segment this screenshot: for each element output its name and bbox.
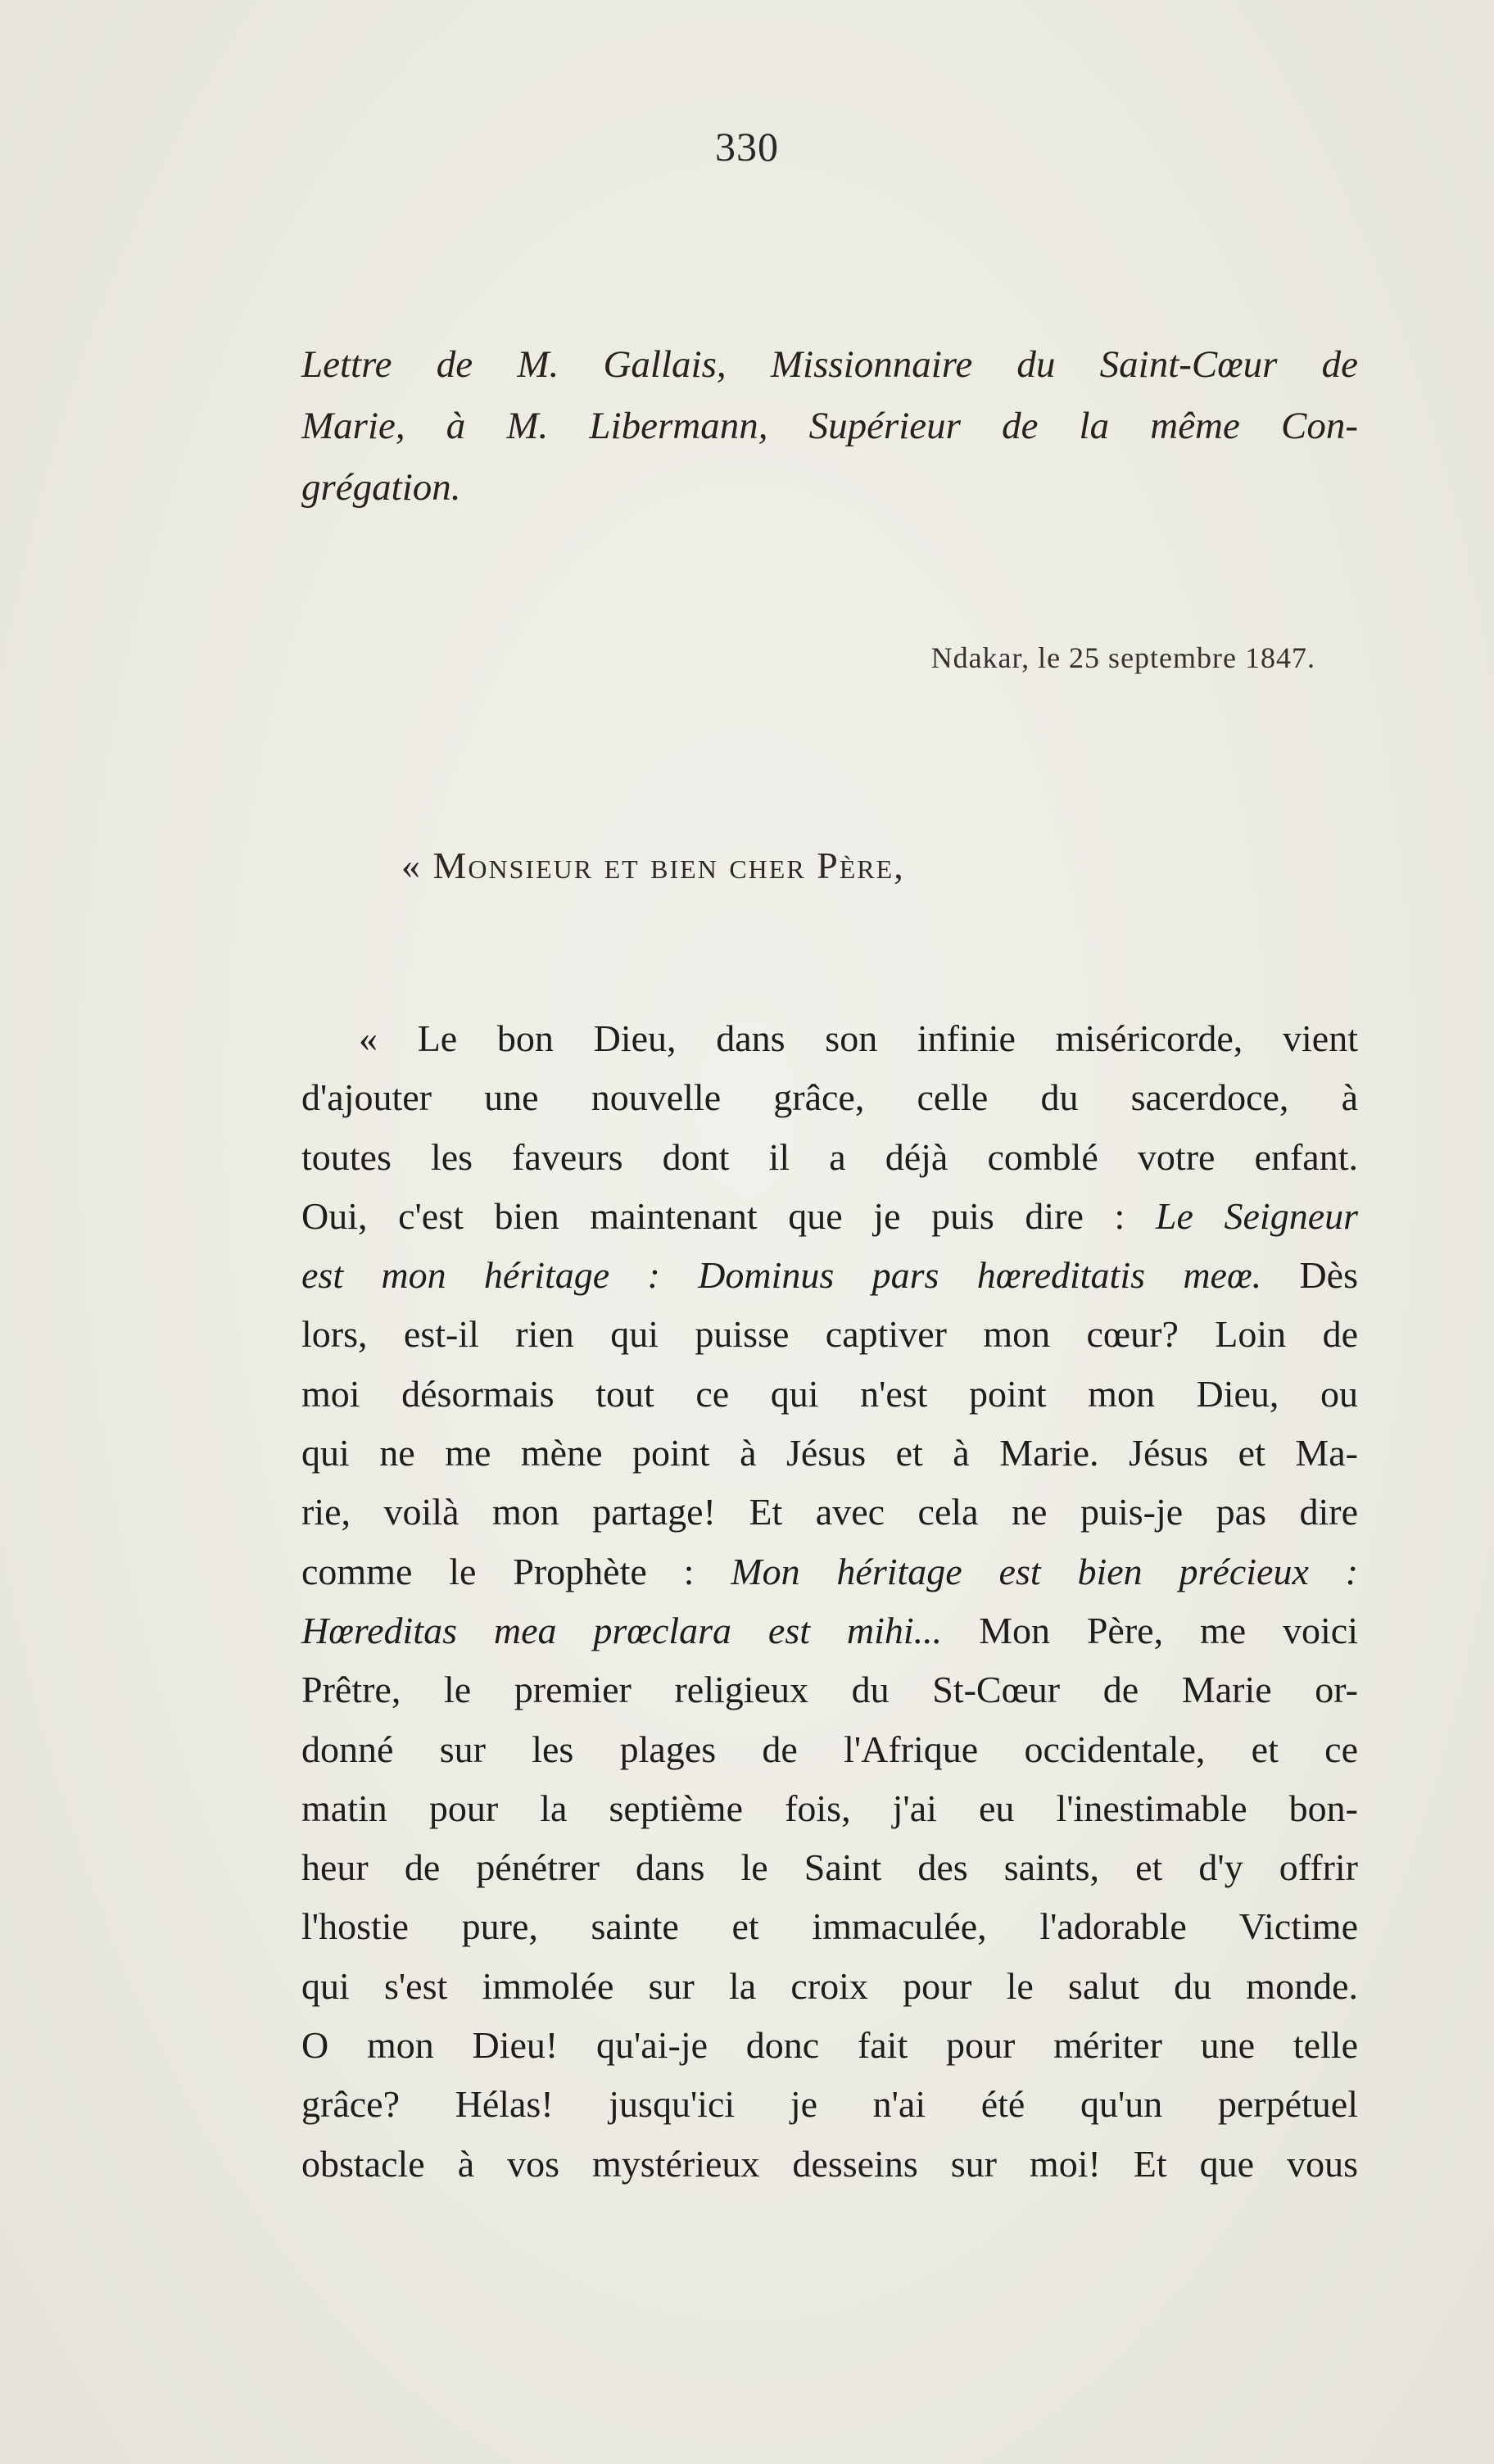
body-line <box>301 1424 1358 1483</box>
body-line <box>301 1957 1358 2016</box>
body-text-segment: heur de pénétrer dans le Saint des saints, et d'y offrir <box>301 1846 1358 1889</box>
body-text-segment: l'hostie pure, sainte et immaculée, l'adorable Victime <box>301 1905 1358 1948</box>
letter-body <box>301 1009 1358 2194</box>
body-text-segment: donné sur les plages de l'Afrique occidentale, et ce <box>301 1728 1358 1770</box>
body-text-segment: Oui, c'est bien maintenant que je puis dire : <box>301 1194 1156 1237</box>
body-text-segment: qui ne me mène point à Jésus et à Marie. Jésus et Ma- <box>301 1432 1358 1474</box>
body-line <box>301 1187 1358 1246</box>
body-text-segment: qui s'est immolée sur la croix pour le salut du monde. <box>301 1964 1358 2007</box>
body-line <box>301 1779 1358 1838</box>
body-text-segment: obstacle à vos mystérieux desseins sur moi! Et que vous <box>301 2142 1358 2185</box>
body-line <box>301 1601 1358 1660</box>
body-line <box>301 2075 1358 2134</box>
italic-text: Mon héritage est bien précieux : <box>731 1550 1359 1592</box>
body-line <box>301 1720 1358 1779</box>
body-text-segment: grâce? Hélas! jusqu'ici je n'ai été qu'un perpétuel <box>301 2083 1358 2126</box>
body-line <box>301 1483 1358 1542</box>
body-text-segment: rie, voilà mon partage! Et avec cela ne puis-je pas dire <box>301 1491 1358 1533</box>
body-line <box>301 1068 1358 1127</box>
heading-line: Marie, à M. Libermann, Supérieur de la même Con- <box>301 405 1358 447</box>
body-line <box>301 1128 1358 1187</box>
heading-line: Lettre de M. Gallais, Missionnaire du Saint-Cœur de <box>301 343 1358 386</box>
body-line <box>301 1365 1358 1424</box>
salutation: « Monsieur et bien cher Père, <box>401 845 905 886</box>
italic-text: est mon héritage : Dominus pars hœreditatis meœ. <box>301 1254 1262 1297</box>
body-line <box>301 1897 1358 1956</box>
body-text-segment: comme le Prophète : <box>301 1550 731 1592</box>
body-text-segment: Dès <box>1261 1254 1358 1297</box>
body-line <box>301 1542 1358 1601</box>
body-line <box>301 1246 1358 1305</box>
body-text-segment: d'ajouter une nouvelle grâce, celle du sacerdoce, à <box>301 1076 1358 1119</box>
body-text-segment: Prêtre, le premier religieux du St-Cœur de Marie or- <box>301 1669 1358 1711</box>
body-line <box>301 1009 1358 1068</box>
body-text-segment: O mon Dieu! qu'ai-je donc fait pour mériter une telle <box>301 2024 1358 2067</box>
body-text-segment: moi désormais tout ce qui n'est point mon Dieu, ou <box>301 1372 1358 1415</box>
body-line <box>301 1660 1358 1719</box>
italic-text: Hœreditas mea prœclara est mihi... <box>301 1609 943 1651</box>
body-text-segment: « Le bon Dieu, dans son infinie miséricorde, vient <box>359 1017 1358 1059</box>
body-line <box>301 1305 1358 1364</box>
letter-heading <box>301 334 1358 519</box>
body-text-segment: Mon Père, me voici <box>942 1609 1359 1651</box>
dateline: Ndakar, le 25 septembre 1847. <box>930 641 1315 674</box>
body-line <box>301 1838 1358 1897</box>
page-number: 330 <box>715 124 779 170</box>
body-text-segment: toutes les faveurs dont il a déjà comblé votre enfant. <box>301 1135 1358 1178</box>
body-line <box>301 2016 1358 2075</box>
italic-text: Le Seigneur <box>1155 1194 1359 1237</box>
heading-line: grégation. <box>301 466 461 509</box>
body-line <box>301 2135 1358 2194</box>
body-text-segment: matin pour la septième fois, j'ai eu l'inestimable bon- <box>301 1787 1358 1829</box>
body-text-segment: lors, est-il rien qui puisse captiver mon cœur? Loin de <box>301 1313 1358 1356</box>
